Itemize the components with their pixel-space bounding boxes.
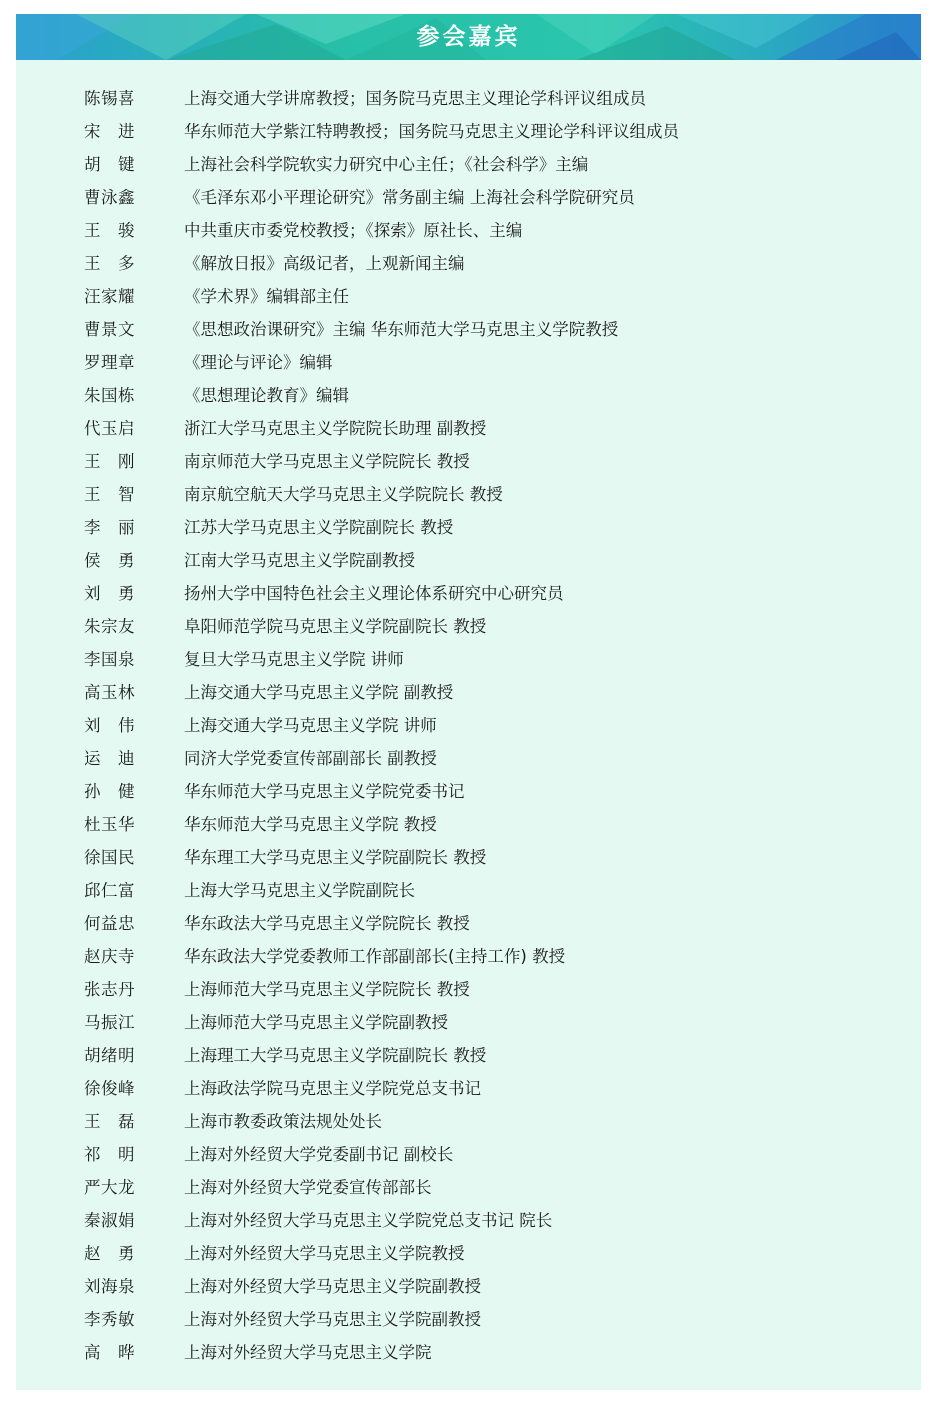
guest-row	[16, 872, 921, 905]
guest-row	[16, 212, 921, 245]
guest-row	[16, 839, 921, 872]
guest-title: 上海交通大学讲席教授；国务院马克思主义理论学科评议组成员	[184, 88, 646, 108]
guest-name: 刘 勇	[84, 583, 135, 603]
guest-title: 《思想政治课研究》主编 华东师范大学马克思主义学院教授	[184, 319, 619, 339]
guest-row	[16, 740, 921, 773]
guest-title: 南京航空航天大学马克思主义学院院长 教授	[184, 484, 503, 504]
guest-name: 严大龙	[84, 1177, 135, 1197]
title-banner	[16, 14, 921, 60]
guest-row	[16, 971, 921, 1004]
guest-row	[16, 773, 921, 806]
guest-row	[16, 575, 921, 608]
guest-name: 王 刚	[84, 451, 135, 471]
banner-title: 参会嘉宾	[416, 24, 521, 50]
guest-title: 华东师范大学紫江特聘教授；国务院马克思主义理论学科评议组成员	[184, 121, 679, 141]
guest-title: 《毛泽东邓小平理论研究》常务副主编 上海社会科学院研究员	[184, 187, 635, 207]
guest-title: 上海市教委政策法规处处长	[184, 1111, 382, 1131]
guest-row	[16, 1004, 921, 1037]
guest-name: 运 迪	[84, 748, 135, 768]
guest-row	[16, 377, 921, 410]
guest-title: 《解放日报》高级记者，上观新闻主编	[184, 253, 465, 273]
guest-name: 孙 健	[84, 781, 135, 801]
guest-row	[16, 410, 921, 443]
guest-name: 高 晔	[84, 1342, 135, 1362]
guest-row	[16, 1037, 921, 1070]
guest-name: 杜玉华	[84, 814, 135, 834]
guest-title: 华东政法大学党委教师工作部副部长(主持工作) 教授	[184, 946, 566, 966]
guest-title: 《思想理论教育》编辑	[184, 385, 349, 405]
guest-row	[16, 80, 921, 113]
guest-row	[16, 1301, 921, 1334]
guest-name: 陈锡喜	[84, 88, 135, 108]
guest-name: 宋 进	[84, 121, 135, 141]
guest-row	[16, 113, 921, 146]
guest-name: 李秀敏	[84, 1309, 135, 1329]
guest-row	[16, 344, 921, 377]
guest-title: 上海对外经贸大学马克思主义学院教授	[184, 1243, 465, 1263]
guest-name: 侯 勇	[84, 550, 135, 570]
guest-title: 江苏大学马克思主义学院副院长 教授	[184, 517, 454, 537]
guest-row	[16, 443, 921, 476]
guest-row	[16, 806, 921, 839]
guest-title: 扬州大学中国特色社会主义理论体系研究中心研究员	[184, 583, 564, 603]
guest-name: 王 智	[84, 484, 135, 504]
guest-name: 何益忠	[84, 913, 135, 933]
guest-name: 邱仁富	[84, 880, 135, 900]
guest-name: 高玉林	[84, 682, 135, 702]
guest-name: 罗理章	[84, 352, 135, 372]
guest-row	[16, 707, 921, 740]
guest-panel	[16, 14, 921, 1390]
guest-row	[16, 1070, 921, 1103]
guest-title: 华东政法大学马克思主义学院院长 教授	[184, 913, 470, 933]
guest-title: 上海政法学院马克思主义学院党总支书记	[184, 1078, 481, 1098]
guest-row	[16, 1202, 921, 1235]
guest-name: 刘海泉	[84, 1276, 135, 1296]
guest-title: 华东师范大学马克思主义学院 教授	[184, 814, 437, 834]
guest-title: 复旦大学马克思主义学院 讲师	[184, 649, 404, 669]
guest-title: 上海社会科学院软实力研究中心主任；《社会科学》主编	[184, 154, 589, 174]
guest-title: 上海对外经贸大学马克思主义学院党总支书记 院长	[184, 1210, 553, 1230]
guest-row	[16, 905, 921, 938]
guest-name: 曹景文	[84, 319, 135, 339]
guest-name: 汪家耀	[84, 286, 135, 306]
guest-title: 浙江大学马克思主义学院院长助理 副教授	[184, 418, 487, 438]
guest-name: 赵庆寺	[84, 946, 135, 966]
guest-name: 刘 伟	[84, 715, 135, 735]
guest-name: 曹泳鑫	[84, 187, 135, 207]
guest-row	[16, 1235, 921, 1268]
guest-list	[16, 80, 921, 1367]
guest-title: 上海对外经贸大学马克思主义学院副教授	[184, 1309, 481, 1329]
guest-title: 南京师范大学马克思主义学院院长 教授	[184, 451, 470, 471]
guest-name: 徐俊峰	[84, 1078, 135, 1098]
guest-title: 上海交通大学马克思主义学院 讲师	[184, 715, 437, 735]
guest-row	[16, 674, 921, 707]
guest-name: 王 骏	[84, 220, 135, 240]
guest-title: 《理论与评论》编辑	[184, 352, 333, 372]
guest-row	[16, 542, 921, 575]
guest-name: 胡绪明	[84, 1045, 135, 1065]
guest-name: 胡 键	[84, 154, 135, 174]
guest-name: 秦淑娟	[84, 1210, 135, 1230]
guest-row	[16, 311, 921, 344]
guest-name: 赵 勇	[84, 1243, 135, 1263]
guest-row	[16, 179, 921, 212]
guest-row	[16, 1169, 921, 1202]
guest-title: 上海交通大学马克思主义学院 副教授	[184, 682, 454, 702]
guest-name: 马振江	[84, 1012, 135, 1032]
guest-row	[16, 1103, 921, 1136]
guest-name: 朱国栋	[84, 385, 135, 405]
guest-row	[16, 1268, 921, 1301]
guest-row	[16, 1136, 921, 1169]
guest-title: 《学术界》编辑部主任	[184, 286, 349, 306]
guest-name: 代玉启	[84, 418, 135, 438]
guest-row	[16, 938, 921, 971]
guest-title: 华东师范大学马克思主义学院党委书记	[184, 781, 465, 801]
guest-row	[16, 641, 921, 674]
guest-title: 上海师范大学马克思主义学院院长 教授	[184, 979, 470, 999]
guest-name: 徐国民	[84, 847, 135, 867]
guest-name: 李 丽	[84, 517, 135, 537]
guest-title: 华东理工大学马克思主义学院副院长 教授	[184, 847, 487, 867]
guest-title: 上海师范大学马克思主义学院副教授	[184, 1012, 448, 1032]
guest-row	[16, 509, 921, 542]
guest-row	[16, 146, 921, 179]
guest-name: 朱宗友	[84, 616, 135, 636]
guest-row	[16, 245, 921, 278]
guest-title: 中共重庆市委党校教授；《探索》原社长、主编	[184, 220, 523, 240]
guest-name: 张志丹	[84, 979, 135, 999]
guest-title: 阜阳师范学院马克思主义学院副院长 教授	[184, 616, 487, 636]
guest-name: 王 多	[84, 253, 135, 273]
guest-title: 上海对外经贸大学党委副书记 副校长	[184, 1144, 454, 1164]
guest-title: 上海对外经贸大学马克思主义学院副教授	[184, 1276, 481, 1296]
guest-title: 上海对外经贸大学党委宣传部部长	[184, 1177, 432, 1197]
guest-title: 上海对外经贸大学马克思主义学院	[184, 1342, 432, 1362]
guest-name: 王 磊	[84, 1111, 135, 1131]
guest-row	[16, 1334, 921, 1367]
guest-name: 祁 明	[84, 1144, 135, 1164]
guest-row	[16, 608, 921, 641]
guest-row	[16, 278, 921, 311]
guest-title: 上海大学马克思主义学院副院长	[184, 880, 415, 900]
guest-name: 李国泉	[84, 649, 135, 669]
guest-row	[16, 476, 921, 509]
guest-title: 江南大学马克思主义学院副教授	[184, 550, 415, 570]
guest-title: 同济大学党委宣传部副部长 副教授	[184, 748, 437, 768]
guest-title: 上海理工大学马克思主义学院副院长 教授	[184, 1045, 487, 1065]
